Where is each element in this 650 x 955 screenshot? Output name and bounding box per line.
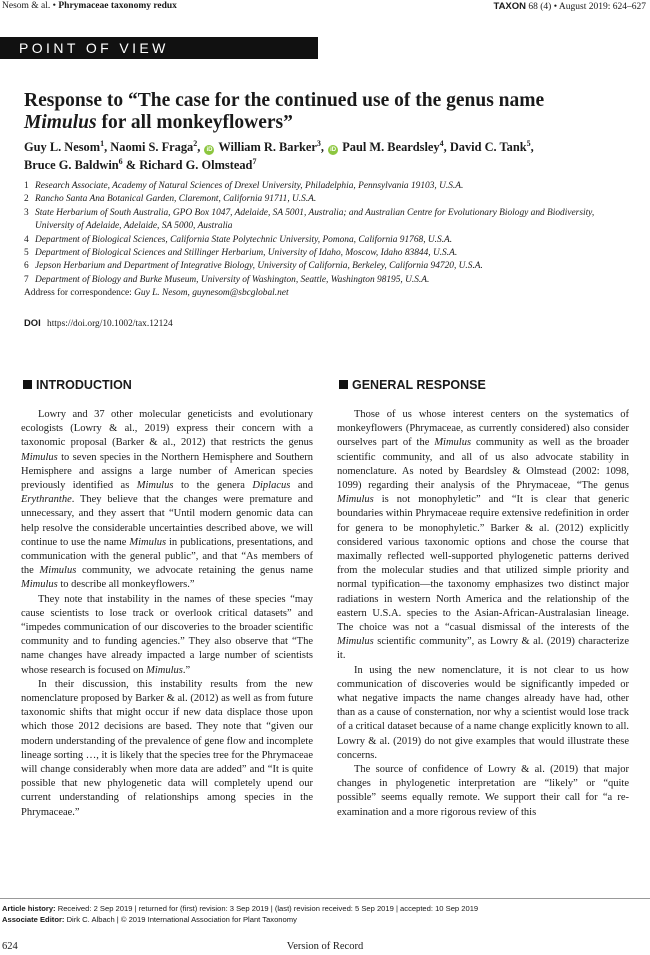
paragraph [21, 678, 313, 820]
text-run: and [290, 480, 313, 492]
author-affiliation-ref: 5 [526, 139, 531, 148]
header-bullet: • [52, 1, 56, 11]
text-run: Lowry and 37 other molecular geneticists and evolutionary ecologists (Lowry & al., 2019) express their concern with a taxonomic proposal (Barker & al., 2012) that restricts the genus [21, 409, 313, 449]
author-affiliation-ref: 3 [316, 139, 321, 148]
introduction-heading [23, 378, 132, 392]
author[interactable] [24, 158, 123, 172]
title-genus: Mimulus [24, 112, 97, 133]
article-history [2, 903, 648, 925]
text-run: The source of confidence of Lowry & al. (2019) that major changes in phylogenetic interpretation are “likely” or “quite possible” seems equally remote. We support their call for “a re-examination and a more rigorous review of this [337, 764, 629, 818]
genus-name: Mimulus [337, 494, 374, 506]
page-number: 624 [2, 941, 18, 952]
paragraph [337, 408, 629, 664]
affiliation-text: State Herbarium of South Australia, GPO Box 1047, Adelaide, SA 5001, Australia; and Australian Centre for Evolutionary Biology and Biodiversity, University of Adelaide, Adelaide, SA 5000, Australia [35, 207, 595, 232]
text-run: community, we advocate retaining the genus name [76, 565, 313, 577]
genus-name: Mimulus [136, 480, 174, 492]
affiliation-text: Department of Biology and Burke Museum, University of Washington, Seattle, Washington 98195, U.S.A. [35, 274, 430, 285]
affiliation-item [24, 247, 634, 260]
affiliation-item [24, 234, 634, 247]
genus-name: Mimulus [337, 636, 374, 648]
general-response-column [337, 408, 629, 820]
affiliation-number: 7 [24, 274, 29, 285]
article-title [24, 90, 624, 134]
correspondence-contact[interactable]: Guy L. Nesom, guynesom@sbcglobal.net [134, 288, 289, 299]
doi-link[interactable]: https://doi.org/10.1002/tax.12124 [47, 319, 173, 329]
author-conjunction: & [122, 158, 140, 172]
text-run: to describe all monkeyflowers.” [57, 579, 195, 591]
editor-text: Dirk C. Albach | © 2019 International Association for Plant Taxonomy [66, 915, 297, 924]
section-label-bar: POINT OF VIEW [0, 37, 318, 59]
genus-name: Mimulus [21, 451, 58, 463]
text-run: to the genera [173, 480, 253, 492]
genus-name: Mimulus [129, 536, 167, 548]
author-name: Bruce G. Baldwin [24, 158, 119, 172]
editor-label: Associate Editor: [2, 915, 65, 924]
affiliation-item [24, 260, 634, 273]
affiliation-number: 6 [24, 261, 29, 272]
text-run: In using the new nomenclature, it is not clear to us how communication of discoveries would be significantly impeded or what negative impacts the name changes already have had, other than as a cause of consternation, nor why a scientist would lose track of a critical dataset because of a name change explicitly known to all. Lowry & al. (2019) do not give examples that would illustrate these concerns. [337, 664, 629, 761]
text-run: They note that instability in the names of these species “may cause scientists to lose track or overlook critical datasets” and “impedes communication of our discoveries to the broader scientific community and to funding agencies.” They also observe that “The name changes have already impacted a large number of scientists whose research is focused on [21, 593, 313, 676]
correspondence [24, 287, 634, 300]
running-header-left [2, 1, 177, 11]
author-name: William R. Barker [218, 140, 317, 154]
general-response-heading [339, 378, 486, 392]
text-run: .” [182, 664, 191, 676]
author[interactable]: Guy L. Nesom$^1$, [24, 139, 108, 154]
affiliation-list [24, 180, 634, 287]
author-list [24, 138, 634, 174]
author-name: Richard G. Olmstead [139, 158, 253, 172]
affiliation-item [24, 207, 634, 234]
text-run: in publications, presentations, and communication with the general public”, and that “As members of the [21, 536, 313, 577]
author[interactable] [139, 158, 256, 172]
square-bullet-icon [23, 380, 32, 389]
author-affiliation-ref: 7 [252, 157, 257, 166]
paragraph [337, 664, 629, 763]
genus-name: Mimulus [39, 565, 77, 577]
header-authors: Nesom & al. [2, 1, 51, 11]
author[interactable]: William R. Barker$^3$, iD [218, 139, 337, 154]
introduction-heading-text: INTRODUCTION [36, 378, 132, 392]
author-name: Guy L. Nesom [24, 140, 101, 154]
genus-name: Mimulus [146, 664, 183, 676]
affiliation-number: 1 [24, 181, 29, 191]
header-date-pages: August 2019: 624–627 [558, 2, 646, 12]
affiliation-number: 2 [24, 194, 29, 205]
header-journal: TAXON [493, 1, 527, 12]
affiliation-item [24, 193, 634, 206]
author[interactable]: Naomi S. Fraga$^2$, iD [110, 139, 213, 154]
introduction-column [21, 408, 313, 820]
square-bullet-icon [339, 380, 348, 389]
title-part-1: Response to “The case for the continued use of the genus name [24, 90, 545, 111]
affiliation-item [24, 274, 634, 287]
genus-name: Erythranthe [21, 494, 72, 506]
affiliation-text: Research Associate, Academy of Natural Sciences of Drexel University, Philadelphia, Pennsylvania 19103, U.S.A. [35, 181, 464, 191]
genus-name: Mimulus [434, 437, 472, 449]
general-response-heading-text: GENERAL RESPONSE [352, 378, 486, 392]
genus-name: Diplacus [252, 480, 291, 492]
header-bullet-2: • [553, 2, 558, 12]
text-run: . They believe that the changes were premature and unnecessary, and they assert that “Until modern genomic data can help resolve the considerable uncertainties described above, we will continue to use the name [21, 494, 313, 548]
text-run: is not monophyletic” and “It is clear that generic boundaries within Phrymaceae require extensive redefinition in order for genera to be monophyletic.” Barker & al. (2012) explicitly considered various taxonomic options and chose the course that maximally reflected well-supported phylogenetic patterns derived from the molecular studies and that utilized simple priority and normal typification—the taxonomy emphasizes two distinct major radiations in western North America and the relationship of the eastern U.S.A. species to the Asian-African-Australasian lineage. The choice was not a “casual dismissal of the interests of the [337, 494, 629, 634]
paragraph [21, 593, 313, 678]
affiliation-number: 4 [24, 234, 29, 245]
paragraph [21, 408, 313, 593]
header-issue: 68 (4) [528, 2, 552, 12]
text-run: community as well as the broader scientific community, and all of us also advocate stability in nomenclature. As noted by Beardsley & Olmstead (2002: 1098, 1099) regarding their analysis of the Phrymaceae, “The genus [337, 437, 629, 492]
affiliation-text: Department of Biological Sciences, California State Polytechnic University, Pomona, California 91768, U.S.A. [35, 234, 453, 245]
history-line [2, 903, 648, 914]
author[interactable]: Paul M. Beardsley$^4$, [342, 139, 447, 154]
author-name: David C. Tank [449, 140, 527, 154]
affiliation-text: Rancho Santa Ana Botanical Garden, Claremont, California 91711, U.S.A. [35, 194, 317, 205]
orcid-icon[interactable]: iD [206, 147, 213, 153]
text-run: Those of us whose interest centers on the systematics of monkeyflowers (Phrymaceae, as currently considered) also consider ourselves part of the [337, 409, 629, 449]
orcid-icon[interactable]: iD [330, 147, 337, 153]
title-part-2: for all monkeyflowers” [101, 112, 293, 133]
running-header-right [493, 1, 646, 12]
text-run: to seven species in the Northern Hemisphere and Southern Hemisphere and assigns a large number of American species previously identified as [21, 451, 313, 492]
history-text: Received: 2 Sep 2019 | returned for (first) revision: 3 Sep 2019 | (last) revision received: 5 Sep 2019 | accepted: 10 Sep 2019 [57, 904, 479, 913]
correspondence-label: Address for correspondence: [24, 288, 132, 299]
editor-line [2, 914, 648, 925]
affiliation-item [24, 180, 634, 193]
text-run: In their discussion, this instability results from the new nomenclature proposed by Barker & al. (2012) as well as from future taxonomic shifts that might occur if new data displace those upon which those 2012 decisions are based. They note that “given our modern understanding of the prevalence of gene flow and incomplete lineage sorting …, it is likely that the species tree for the Phrymaceae will change considerably when more data are added” and “It is quite possible that new phylogenetic data will completely upend our current understanding of relationships among species in the Phrymaceae.” [21, 678, 313, 818]
doi [24, 317, 173, 329]
header-short-title: Phrymaceae taxonomy redux [58, 1, 177, 11]
genus-name: Mimulus [21, 579, 58, 591]
doi-label: DOI [24, 317, 41, 328]
author-affiliation-ref: 1 [100, 139, 105, 148]
author-affiliation-ref: 2 [193, 139, 198, 148]
affiliation-text: Jepson Herbarium and Department of Integrative Biology, University of California, Berkeley, California 94720, U.S.A. [35, 261, 483, 272]
running-header [0, 0, 650, 14]
author[interactable]: David C. Tank$^5$, [449, 139, 534, 154]
author-affiliation-ref: 4 [439, 139, 444, 148]
history-label: Article history: [2, 904, 56, 913]
affiliation-text: Department of Biological Sciences and Stillinger Herbarium, University of Idaho, Moscow, Idaho 83844, U.S.A. [35, 248, 458, 259]
text-run: scientific community”, as Lowry & al. (2019) characterize it. [337, 636, 629, 662]
footer-divider [0, 898, 650, 899]
paragraph [337, 763, 629, 820]
affiliation-number: 3 [24, 207, 29, 218]
author-affiliation-ref: 6 [118, 157, 123, 166]
affiliation-number: 5 [24, 248, 29, 259]
author-name: Paul M. Beardsley [342, 140, 440, 154]
affiliations [24, 180, 634, 301]
author-name: Naomi S. Fraga [110, 140, 194, 154]
version-of-record: Version of Record [286, 941, 364, 952]
